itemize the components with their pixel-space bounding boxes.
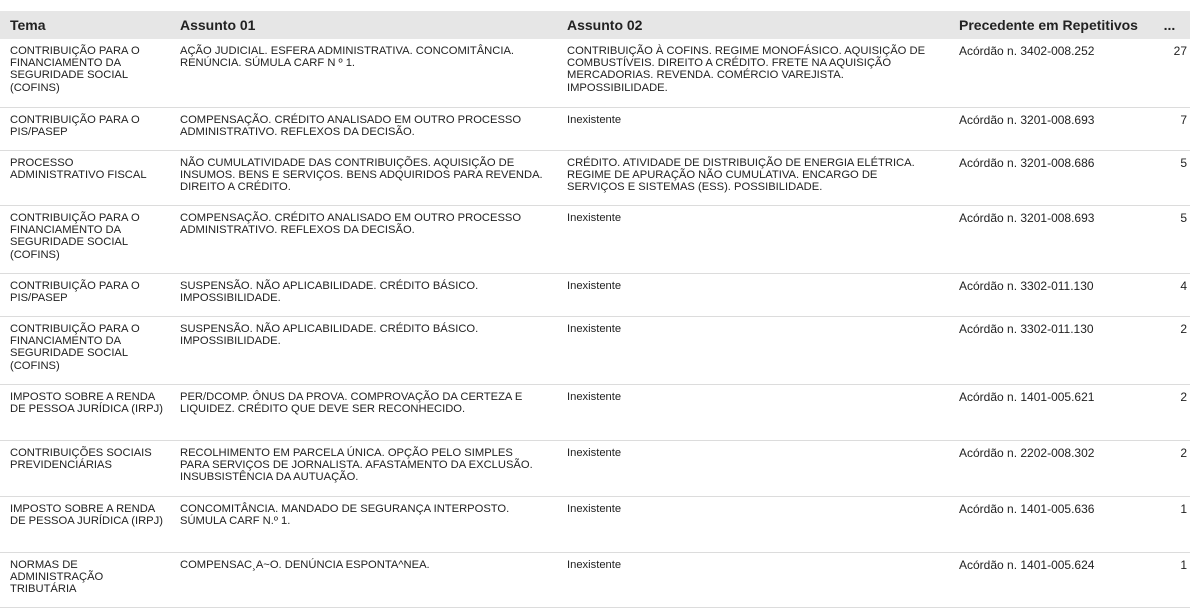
cell-count: 4 — [1180, 279, 1187, 293]
column-header-precedente[interactable]: Precedente em Repetitivos — [959, 17, 1138, 33]
cell-tema: CONTRIBUIÇÃO PARA O FINANCIAMENTO DA SEGURIDADE SOCIAL (COFINS) — [10, 212, 140, 261]
table-row[interactable] — [0, 317, 1190, 385]
cell-assunto-01: COMPENSAÇÃO. CRÉDITO ANALISADO EM OUTRO PROCESSO ADMINISTRATIVO. REFLEXOS DA DECISÃO. — [180, 114, 522, 139]
column-header-assunto-01[interactable]: Assunto 01 — [180, 17, 256, 33]
table-row[interactable] — [0, 553, 1190, 608]
cell-precedente: Acórdão n. 1401-005.636 — [959, 502, 1095, 516]
cell-precedente: Acórdão n. 1401-005.621 — [959, 390, 1095, 404]
cell-assunto-01: NÃO CUMULATIVIDADE DAS CONTRIBUIÇÕES. AQUISIÇÃO DE INSUMOS. BENS E SERVIÇOS. BENS ADQUIRIDOS PARA REVENDA. DIREITO A CRÉDITO. — [180, 157, 543, 194]
cell-assunto-01: COMPENSAÇÃO. CRÉDITO ANALISADO EM OUTRO PROCESSO ADMINISTRATIVO. REFLEXOS DA DECISÃO. — [180, 212, 522, 237]
cell-assunto-01: COMPENSAC¸A~O. DENÚNCIA ESPONTA^NEA. — [180, 559, 430, 571]
table-row[interactable] — [0, 497, 1190, 553]
cell-tema: CONTRIBUIÇÕES SOCIAIS PREVIDENCIÁRIAS — [10, 447, 152, 472]
cell-assunto-01: SUSPENSÃO. NÃO APLICABILIDADE. CRÉDITO BÁSICO. IMPOSSIBILIDADE. — [180, 323, 479, 348]
cell-assunto-02: Inexistente — [567, 114, 622, 126]
cell-count: 1 — [1180, 558, 1187, 572]
table-header — [0, 11, 1190, 39]
cell-precedente: Acórdão n. 2202-008.302 — [959, 446, 1095, 460]
cell-count: 1 — [1180, 502, 1187, 516]
table-row[interactable] — [0, 206, 1190, 274]
cell-precedente: Acórdão n. 3302-011.130 — [959, 279, 1094, 293]
cell-count: 2 — [1180, 446, 1187, 460]
cell-count: 5 — [1180, 156, 1187, 170]
cell-assunto-02: CONTRIBUIÇÃO À COFINS. REGIME MONOFÁSICO. AQUISIÇÃO DE COMBUSTÍVEIS. DIREITO A CRÉDITO. FRETE NA AQUISIÇÃO MERCADORIAS. REVENDA. COMÉRCIO VAREJISTA. IMPOSSIBILIDADE. — [567, 45, 926, 94]
table-row[interactable] — [0, 39, 1190, 108]
cell-assunto-02: Inexistente — [567, 212, 622, 224]
cell-count: 2 — [1180, 390, 1187, 404]
table-row[interactable] — [0, 151, 1190, 206]
results-table — [0, 11, 1190, 608]
cell-count: 27 — [1173, 44, 1187, 58]
cell-tema: CONTRIBUIÇÃO PARA O FINANCIAMENTO DA SEGURIDADE SOCIAL (COFINS) — [10, 45, 140, 94]
cell-count: 7 — [1180, 113, 1187, 127]
column-header-assunto-02[interactable]: Assunto 02 — [567, 17, 643, 33]
cell-tema: CONTRIBUIÇÃO PARA O FINANCIAMENTO DA SEGURIDADE SOCIAL (COFINS) — [10, 323, 140, 372]
cell-precedente: Acórdão n. 3201-008.693 — [959, 211, 1095, 225]
column-header-tema[interactable]: Tema — [10, 17, 46, 33]
cell-precedente: Acórdão n. 3302-011.130 — [959, 322, 1094, 336]
cell-tema: PROCESSO ADMINISTRATIVO FISCAL — [10, 157, 147, 182]
cell-assunto-01: RECOLHIMENTO EM PARCELA ÚNICA. OPÇÃO PELO SIMPLES PARA SERVIÇOS DE JORNALISTA. AFASTAMENTO DA EXCLUSÃO. INSUBSISTÊNCIA DA AUTUAÇÃO. — [180, 447, 533, 484]
column-header-more[interactable]: ... — [1163, 17, 1176, 33]
cell-tema: CONTRIBUIÇÃO PARA O PIS/PASEP — [10, 280, 140, 305]
table-row[interactable] — [0, 274, 1190, 317]
cell-tema: IMPOSTO SOBRE A RENDA DE PESSOA JURÍDICA (IRPJ) — [10, 391, 163, 416]
cell-tema: CONTRIBUIÇÃO PARA O PIS/PASEP — [10, 114, 140, 139]
cell-assunto-01: PER/DCOMP. ÔNUS DA PROVA. COMPROVAÇÃO DA CERTEZA E LIQUIDEZ. CRÉDITO QUE DEVE SER RECONHECIDO. — [180, 391, 523, 416]
cell-assunto-02: Inexistente — [567, 391, 622, 403]
cell-assunto-01: AÇÃO JUDICIAL. ESFERA ADMINISTRATIVA. CONCOMITÂNCIA. RENÚNCIA. SÚMULA CARF N º 1. — [180, 45, 515, 70]
cell-count: 2 — [1180, 322, 1187, 336]
cell-assunto-01: CONCOMITÂNCIA. MANDADO DE SEGURANÇA INTERPOSTO. SÚMULA CARF N.º 1. — [180, 503, 510, 528]
cell-tema: NORMAS DE ADMINISTRAÇÃO TRIBUTÁRIA — [10, 559, 104, 596]
cell-count: 5 — [1180, 211, 1187, 225]
cell-precedente: Acórdão n. 1401-005.624 — [959, 558, 1095, 572]
table-row[interactable] — [0, 108, 1190, 151]
cell-assunto-02: Inexistente — [567, 280, 622, 292]
cell-tema: IMPOSTO SOBRE A RENDA DE PESSOA JURÍDICA (IRPJ) — [10, 503, 163, 528]
cell-assunto-02: Inexistente — [567, 559, 622, 571]
cell-precedente: Acórdão n. 3201-008.686 — [959, 156, 1095, 170]
table-row[interactable] — [0, 441, 1190, 497]
table-row[interactable] — [0, 385, 1190, 441]
cell-assunto-02: Inexistente — [567, 323, 622, 335]
cell-assunto-02: Inexistente — [567, 503, 622, 515]
cell-precedente: Acórdão n. 3402-008.252 — [959, 44, 1095, 58]
cell-assunto-02: Inexistente — [567, 447, 622, 459]
cell-assunto-02: CRÉDITO. ATIVIDADE DE DISTRIBUIÇÃO DE ENERGIA ELÉTRICA. REGIME DE APURAÇÃO NÃO CUMULATIVA. ENCARGO DE SERVIÇOS E SISTEMAS (ESS). POSSIBILIDADE. — [567, 157, 915, 194]
cell-assunto-01: SUSPENSÃO. NÃO APLICABILIDADE. CRÉDITO BÁSICO. IMPOSSIBILIDADE. — [180, 280, 479, 305]
cell-precedente: Acórdão n. 3201-008.693 — [959, 113, 1095, 127]
